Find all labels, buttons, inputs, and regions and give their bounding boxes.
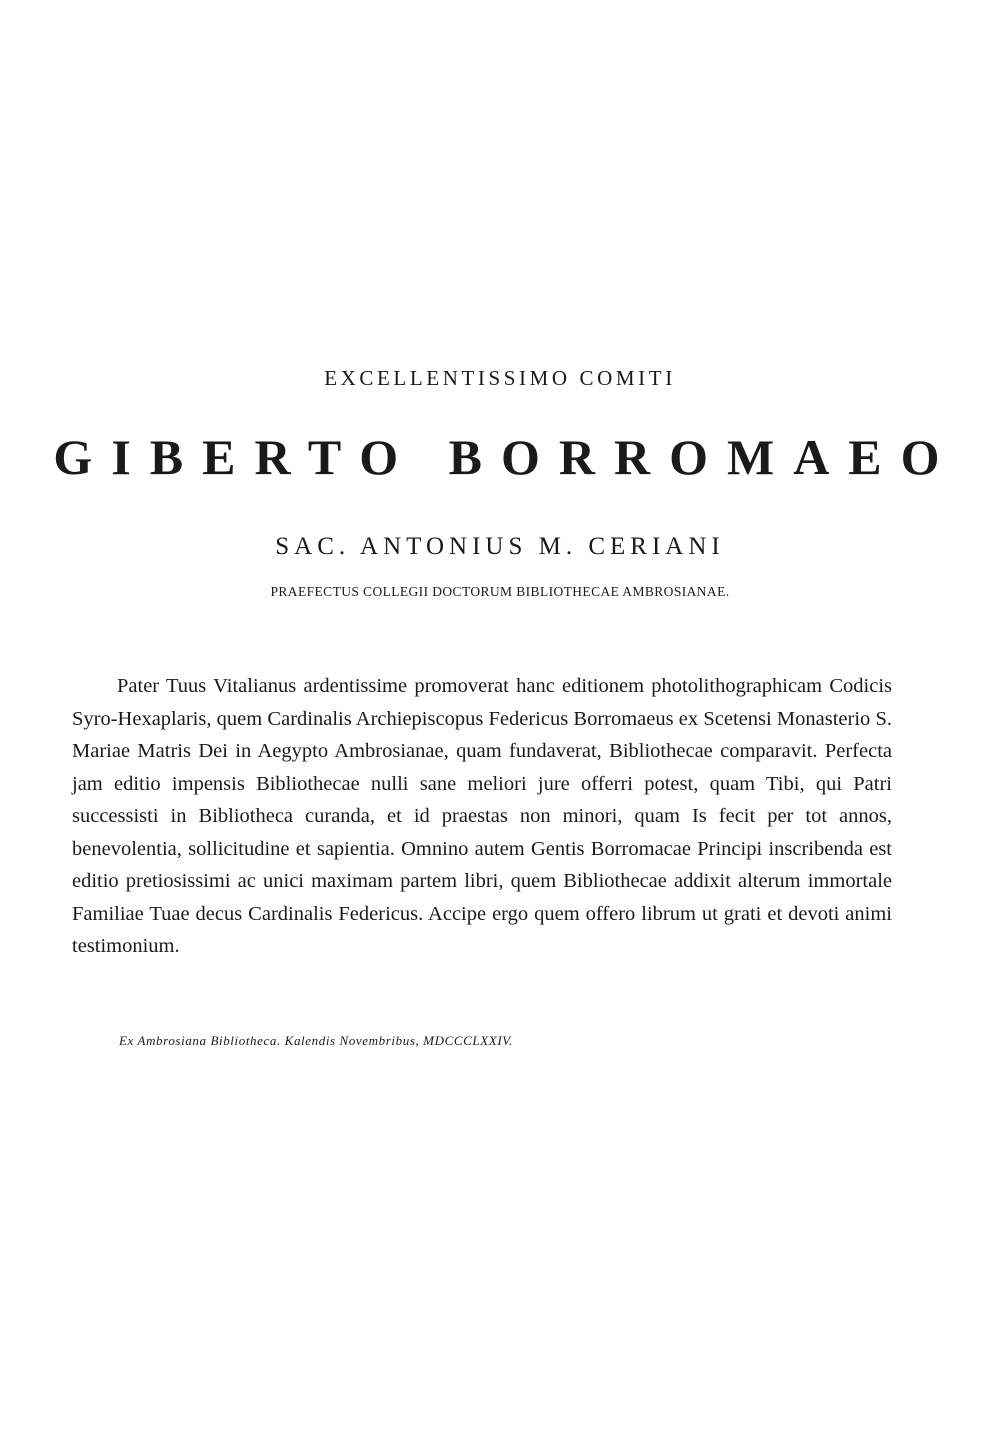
dedication-salutation: EXCELLENTISSIMO COMITI [324, 366, 676, 390]
place-date-signoff: Ex Ambrosiana Bibliotheca. Kalendis Novembribus, MDCCCLXXIV. [119, 1033, 513, 1048]
dedication-paragraph: Pater Tuus Vitalianus ardentissime promoverat hanc editionem photolithographicam Codicis Syro-Hexaplaris, quem Cardinalis Archiepiscopus Federicus Borromaeus ex Scetensi Monasterio S. Mariae Matris Dei in Aegypto Ambrosianae, quam fundaverat, Bibliothecae comparavit. Perfecta jam editio impensis Bibliothecae nulli sane meliori jure offerri potest, quam Tibi, qui Patri successisti in Bibliotheca curanda, et id praestas non minori, quam Is fecit per tot annos, benevolentia, sollicitudine et sapientia. Omnino autem Gentis Borromacae Principi inscribenda est editio pretiosissimi ac unici maximam partem libri, quem Bibliothecae addixit alterum immortale Familiae Tuae decus Cardinalis Federicus. Accipe ergo quem offero librum ut grati et devoti animi testimonium. [72, 675, 892, 957]
dedicatee-name: GIBERTO BORROMAEO [53, 429, 959, 485]
author-name: SAC. ANTONIUS M. CERIANI [275, 533, 725, 560]
author-title: PRAEFECTUS COLLEGII DOCTORUM BIBLIOTHECAE AMBROSIANAE. [270, 584, 730, 599]
